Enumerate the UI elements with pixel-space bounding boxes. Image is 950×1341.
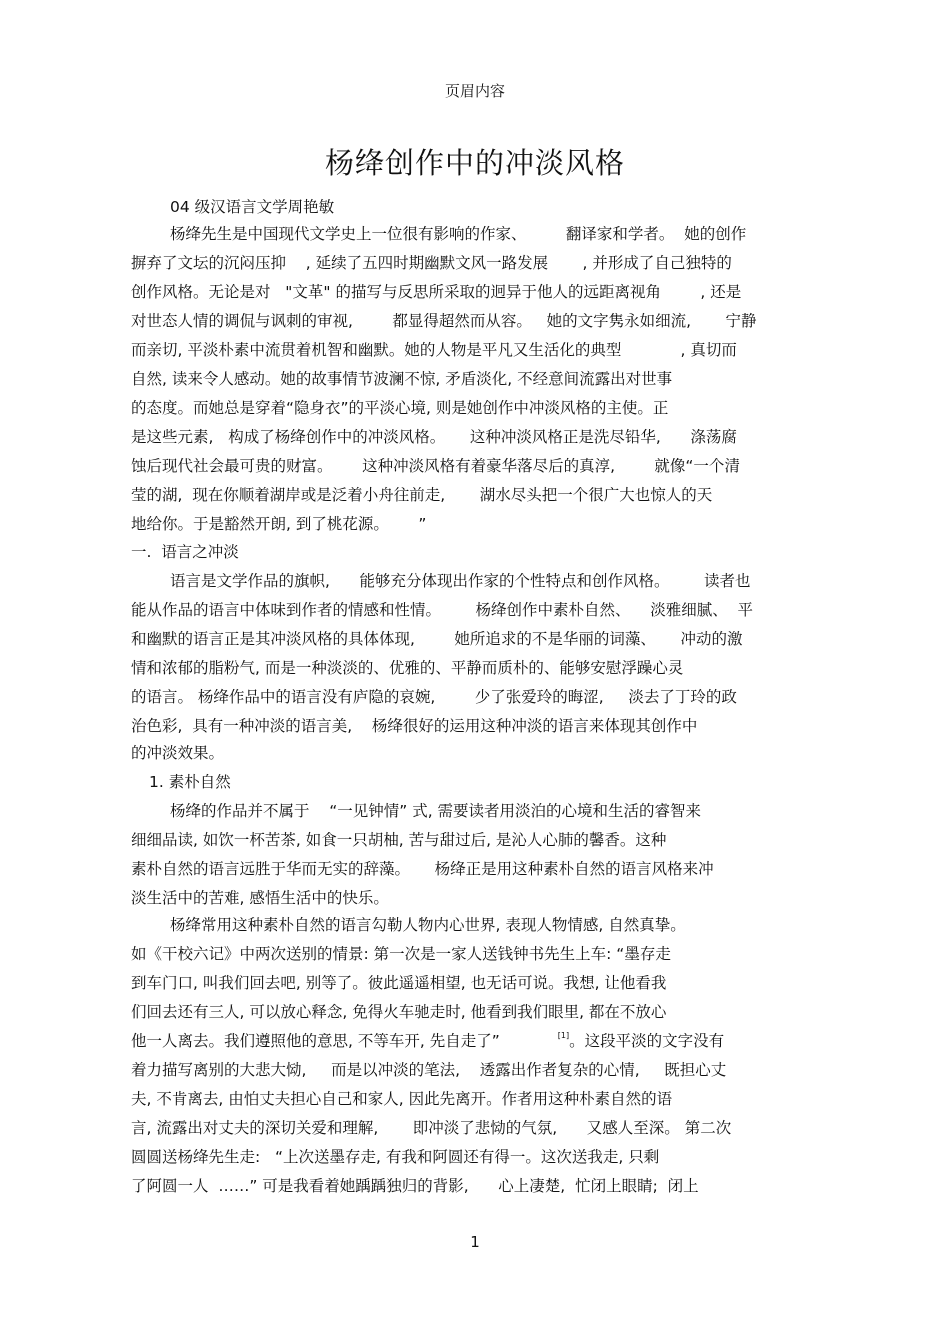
section-heading: 一. 语言之冲淡 bbox=[131, 543, 239, 561]
text-line: 摒弃了文坛的沉闷压抑 , 延续了五四时期幽默文风一路发展 , 并形成了自己独特的 bbox=[131, 254, 732, 272]
text-line: 莹的湖, 现在你顺着湖岸或是泛着小舟往前走, 湖水尽头把一个很广大也惊人的天 bbox=[131, 486, 713, 504]
text-line: 杨绛先生是中国现代文学史上一位很有影响的作家、 翻译家和学者。 她的创作 bbox=[170, 225, 747, 243]
text-line: 语言是文学作品的旗帜, 能够充分体现出作家的个性特点和创作风格。 读者也 bbox=[170, 572, 751, 590]
text-line: 治色彩, 具有一种冲淡的语言美, 杨绛很好的运用这种冲淡的语言来体现其创作中 bbox=[131, 717, 698, 735]
subsection-heading: 1. 素朴自然 bbox=[149, 773, 231, 791]
text-line: 蚀后现代社会最可贵的财富。 这种冲淡风格有着豪华落尽后的真淳, 就像“一个清 bbox=[131, 457, 740, 475]
text-line: 和幽默的语言正是其冲淡风格的具体体现, 她所追求的不是华丽的词藻、 冲动的激 bbox=[131, 630, 743, 648]
text-line: 圆圆送杨绛先生走: “上次送墨存走, 有我和阿圆还有得一。这次送我走, 只剩 bbox=[131, 1148, 660, 1166]
text-line: 夫, 不肯离去, 由怕丈夫担心自己和家人, 因此先离开。作者用这种朴素自然的语 bbox=[131, 1090, 673, 1108]
text-line: 着力描写离别的大悲大恸, 而是以冲淡的笔法, 透露出作者复杂的心情, 既担心丈 bbox=[131, 1061, 727, 1079]
text-line: 淡生活中的苦难, 感悟生活中的快乐。 bbox=[131, 889, 389, 907]
text-line: 杨绛的作品并不属于 “一见钟情” 式, 需要读者用淡泊的心境和生活的睿智来 bbox=[170, 802, 702, 820]
document-title: 杨绛创作中的冲淡风格 bbox=[324, 146, 625, 180]
text-line: 的语言。 杨绛作品中的语言没有庐隐的哀婉, 少了张爱玲的晦涩, 淡去了丁玲的政 bbox=[131, 688, 737, 706]
page-number: 1 bbox=[470, 1233, 480, 1251]
text-line: 创作风格。无论是对 "文革" 的描写与反思所采取的迥异于他人的远距离视角 , 还是 bbox=[131, 283, 742, 301]
text-line: 们回去还有三人, 可以放心释念, 免得火车驰走时, 他看到我们眼里, 都在不放心 bbox=[131, 1003, 667, 1021]
text-segment: 。这段平淡的文字没有 bbox=[569, 1032, 725, 1050]
text-line: 地给你。于是豁然开朗, 到了桃花源。 ” bbox=[131, 515, 427, 533]
author-line: 04 级汉语言文学周艳敏 bbox=[170, 198, 335, 216]
page-header: 页眉内容 bbox=[444, 82, 505, 100]
text-line: 情和浓郁的脂粉气, 而是一种淡淡的、优雅的、平静而质朴的、能够安慰浮躁心灵 bbox=[131, 659, 684, 677]
text-line: 的冲淡效果。 bbox=[131, 744, 225, 762]
text-line: 杨绛常用这种素朴自然的语言勾勒人物内心世界, 表现人物情感, 自然真挚。 bbox=[170, 916, 686, 934]
text-line: 如《干校六记》中两次送别的情景: 第一次是一家人送钱钟书先生上车: “墨存走 bbox=[131, 945, 671, 963]
text-line: 对世态人情的调侃与讽刺的审视, 都显得超然而从容。 她的文字隽永如细流, 宁静 bbox=[131, 312, 757, 330]
text-line bbox=[131, 1030, 950, 1055]
text-line: 的态度。而她总是穿着“隐身衣”的平淡心境, 则是她创作中冲淡风格的主使。正 bbox=[131, 399, 669, 417]
text-line: 自然, 读来令人感动。她的故事情节波澜不惊, 矛盾淡化, 不经意间流露出对世事 bbox=[131, 370, 673, 388]
text-line: 细细品读, 如饮一杯苦茶, 如食一只胡柚, 苦与甜过后, 是沁人心肺的馨香。这种 bbox=[131, 831, 667, 849]
footnote-reference[interactable]: [1] bbox=[557, 1031, 570, 1040]
text-line: 素朴自然的语言远胜于华而无实的辞藻。 杨绛正是用这种素朴自然的语言风格来冲 bbox=[131, 860, 714, 878]
text-line: 到车门口, 叫我们回去吧, 别等了。彼此遥遥相望, 也无话可说。我想, 让他看我 bbox=[131, 974, 667, 992]
text-line: 了阿圆一人 ……” 可是我看着她踽踽独归的背影, 心上凄楚, 忙闭上眼睛; 闭上 bbox=[131, 1177, 699, 1195]
text-segment: 他一人离去。我们遵照他的意思, 不等车开, 先自走了” bbox=[131, 1032, 500, 1050]
text-line: 而亲切, 平淡朴素中流贯着机智和幽默。她的人物是平凡又生活化的典型 , 真切而 bbox=[131, 341, 737, 359]
text-line: 是这些元素, 构成了杨绛创作中的冲淡风格。 这种冲淡风格正是洗尽铅华, 涤荡腐 bbox=[131, 428, 737, 446]
text-line: 能从作品的语言中体味到作者的情感和性情。 杨绛创作中素朴自然、 淡雅细腻、 平 bbox=[131, 601, 754, 619]
text-line: 言, 流露出对丈夫的深切关爱和理解, 即冲淡了悲恸的气氛, 又感人至深。 第二次 bbox=[131, 1119, 732, 1137]
